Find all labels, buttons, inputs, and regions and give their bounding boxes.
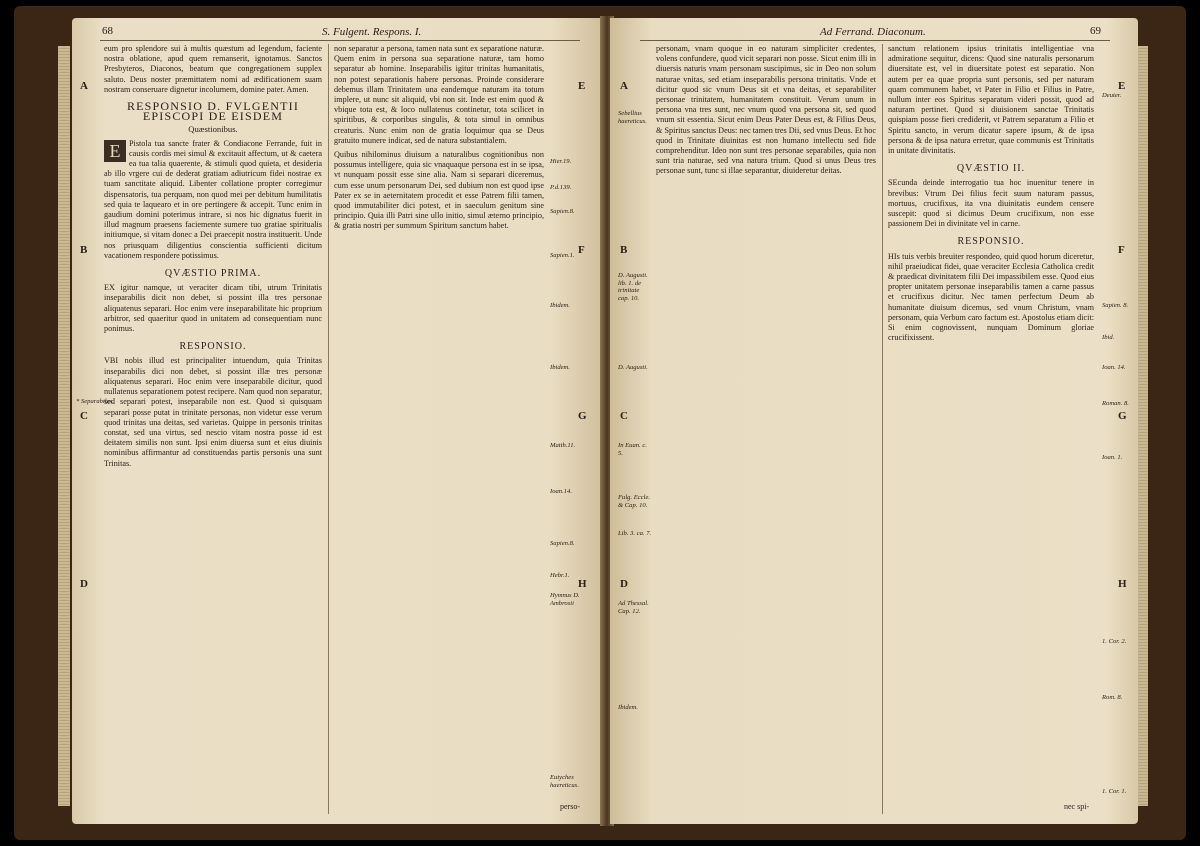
margin-note: Ibidem. bbox=[550, 364, 570, 371]
left-page bbox=[72, 18, 604, 824]
question-paragraph: EX igitur namque, ut veraciter dicam tibi, utrum Trinitatis inseparabilis dicit non debet, si possint illa tres personae aliquatenus separari. Hoc enim vere inseparabilitate hic proprium arbitror, sed quaeritur quod in unitatem ad consequentiam nunc ponimus. bbox=[104, 283, 322, 334]
margin-note: D. Augusti. lib. 1. de trinitate cap. 10. bbox=[618, 272, 648, 302]
text-paragraph: personam, vnam quoque in eo naturam simpliciter credentes, volens confundere, quod vicit separari non posse. Sicut enim illi in diuersis naturis vnam personam suscipimus, sic in Deo non solum naturae vnitas, sed etiam inseparabilis persona trinitatis. Vnde et dicitur quod sic vnum Deus sit et vna deitas, et separabiliter personae trinitatem, humanitatem constituit. Verum unum in persona vna tres sunt, nec vnum quod vna persona sit, sed quod vnum sit essentia. Sicut enim Deus Pater Deus est, & Filius Deus, & Spiritus sanctus Deus: nec tamen tres Dii, sed vnus Deus. Et hoc quod in Trinitate diuinitas est non humano intellectu sed fide comprehenditur. Ideo non sunt tres personae separabiles, quia non sunt tria naturae, sed vna natura trium. Quod si unus Deus tres personae sunt, tunc si illae separantur, diuideretur deitas. bbox=[656, 44, 876, 176]
margin-letter: B bbox=[620, 244, 628, 256]
margin-letter: D bbox=[80, 578, 88, 590]
margin-note: Ioan. 14. bbox=[1102, 364, 1126, 371]
margin-note: Hier.19. bbox=[550, 158, 572, 165]
margin-note: In Euan. c. 5. bbox=[618, 442, 647, 457]
text-paragraph: non separatur a persona, tamen nata sunt ex separatione naturæ. Quem enim in persona sua separatione naturæ, tam homo separatur ab homine. Inseparabilis igitur trinitas humanitatis, non potest separationis habere personas. Proinde considerare debemus illam Trinitatem una eandemque naturam ita totum implere, ut nunc sit aliquid, vbi non sit. Inde est enim quod & vbique tota est, & loco nullatenus continetur, tota scilicet in spiritibus, & corporibus singulis, & tota simul in omnibus creaturis. Nunc enim non de gratia loquimur qua se Deus gratuito munere indicat, sed de natura substantialem. bbox=[334, 44, 544, 145]
question-title: QVÆSTIO II. bbox=[956, 163, 1026, 175]
margin-letter: G bbox=[578, 410, 587, 422]
margin-note: Sapien.8. bbox=[550, 540, 575, 547]
margin-letter: E bbox=[1118, 80, 1126, 92]
margin-note: Sapien.8. bbox=[550, 208, 575, 215]
right-column-1 bbox=[656, 44, 876, 814]
catchword: perso- bbox=[560, 802, 580, 811]
margin-note: Eutyches haereticus. bbox=[550, 774, 579, 789]
text-paragraph: sanctum relationem ipsius trinitatis intelligentiae vna admiratione sequitur, dicens: Quod sine naturalis personarum diuersitate est, vel in diuersitate potest est separatio. Non autem per ea quae propria sunt personis, sed per naturam quam communem habet, vt Pater in Filio et Filius in Patre, nullum inter eos Spiritus separatum videri possit, quod ad naturam pertinet. Quod si diuisionem sanctae Trinitatis quispiam posse fieri crediderit, vt Patrem separatum a Filio et Spiritu sancto, in verum dicatur sapere ipsum, & de ipsa persona & de ipsa natura erretur, quae communis est Trinitatis in unitate divinitatis. bbox=[888, 44, 1094, 156]
margin-letter: F bbox=[578, 244, 585, 256]
responsio-title: RESPONSIO. bbox=[179, 341, 247, 353]
margin-note: 1. Cor. 1. bbox=[1102, 788, 1127, 795]
left-column-2 bbox=[334, 44, 544, 800]
right-page-number: 69 bbox=[1090, 25, 1101, 37]
margin-note: Matth.11. bbox=[550, 442, 576, 449]
margin-letter: B bbox=[80, 244, 88, 256]
margin-letter: A bbox=[620, 80, 628, 92]
margin-letter: C bbox=[620, 410, 628, 422]
margin-letter: H bbox=[578, 578, 587, 590]
header-rule bbox=[100, 40, 580, 41]
margin-note: Roman. 8. bbox=[1102, 400, 1129, 407]
margin-letter: D bbox=[620, 578, 628, 590]
responsio-paragraph: HIs tuis verbis breuiter respondeo, quid quod horum diceretur, nihil praeiudicat fidei, quae veraciter Ecclesia Catholica credit & praedicat divinitatem filii Dei impassibilem esse. Quod eius propter unitatem personae inseparabilis tamen a carne passus et crucifixus dicitur. Nec tamen perfectum Deum ab humanitate diuisum dicemus, sed vnum Christum, vnam personam, quia Verbum caro factum est. Apostolus etiam dicit: Si enim cognovissent, nunquam Dominum gloriae crucifixissent. bbox=[888, 251, 1094, 343]
margin-letter: C bbox=[80, 410, 88, 422]
margin-note: Ioan.14. bbox=[550, 488, 572, 495]
margin-note: Ioan. 1. bbox=[1102, 454, 1123, 461]
margin-note: Fulg. Eccle. & Cap. 10. bbox=[618, 494, 651, 509]
margin-note: * Separabiles. bbox=[76, 398, 114, 405]
catchword: nec spi- bbox=[1064, 802, 1090, 811]
margin-note: D. Augusti. bbox=[618, 364, 648, 371]
margin-note: Ibid. bbox=[1102, 334, 1115, 341]
responsio-paragraph: VBI nobis illud est principaliter intuendum, quia Trinitas inseparabilis dici non debet, si possint illæ tres personæ aliquatenus separari. Hoc enim vere inseparabile dicitur, quod nullatenus separationem potest recipere. Nam quod non separatur, sed separari potest, inseparabile non est. Quod si quisquam separari posse putat in trinitate personas, non videtur esse verum quod trinitas una deitas, sed varietas. Quippe in personis trinitas constat, sed una virtus, sed nescio vitam nostra posse id est deitatem similis non sunt. Ipsi enim diuersa sunt et eius diuinis nominibus affirmantur ad constituendas partis personis una sunt Trinitas. bbox=[104, 356, 322, 468]
margin-note: Sapien.1. bbox=[550, 252, 575, 259]
section-subheading: Quæstionibus. bbox=[188, 124, 238, 135]
margin-note: Ibidem. bbox=[618, 704, 638, 711]
right-running-head: Ad Ferrand. Diaconum. bbox=[820, 26, 926, 38]
margin-note: Sebellius haereticus. bbox=[618, 110, 647, 125]
text-paragraph: Quibus nihilominus diuisum a naturalibus cognitionibus non possumus intelligere, quia sic vnaquaque persona est in se ipsa, vt nunquam possit esse sine alia. Nam si separari diceremus, cum esse unum personarum Dei, sed dubium non est quod ipse Pater ex se in aeternitatem procedit et esse Patrem filii tamen, quod immutabiliter dici potest, et in saeculum genitum sine principio. Quia illi Patri sine ullo initio, simul æterno principio, & gratia nostri per summum Spiritum sanctum habet. bbox=[334, 150, 544, 231]
margin-letter: H bbox=[1118, 578, 1127, 590]
section-heading: RESPONSIO D. FVLGENTII EPISCOPI DE EISDEM bbox=[126, 99, 300, 124]
left-column-1 bbox=[104, 44, 322, 814]
margin-note: P.d.139. bbox=[550, 184, 572, 191]
drop-cap: E bbox=[104, 140, 126, 162]
column-divider bbox=[882, 44, 883, 814]
left-page-number: 68 bbox=[102, 25, 113, 37]
margin-note: Ad Thessal. Cap. 12. bbox=[618, 600, 649, 615]
left-running-head: S. Fulgent. Respons. I. bbox=[322, 26, 422, 38]
margin-note: 1. Cor. 2. bbox=[1102, 638, 1127, 645]
margin-letter: F bbox=[1118, 244, 1125, 256]
margin-note: Ibidem. bbox=[550, 302, 570, 309]
margin-letter: G bbox=[1118, 410, 1127, 422]
intro-paragraph: eum pro splendore sui à multis quæstum ad legendum, faciente nostra oblatione, apud quem remanserit, ignotamus. Sanctos Presbyteros, Diaconos, beatum que congregationem supplex saluto. Deus noster præmittatem nomi ad ædificationem suam nostram conseruare dignetur incolumem, domine pater. Amen. bbox=[104, 44, 322, 94]
question-title: QVÆSTIO PRIMA. bbox=[164, 268, 262, 280]
margin-note: Deuter. bbox=[1102, 92, 1122, 99]
margin-note: Lib. 3. ca. 7. bbox=[618, 530, 652, 537]
book-spread bbox=[14, 6, 1186, 840]
margin-letter: E bbox=[578, 80, 586, 92]
question-paragraph: SEcunda deinde interrogatio tua hoc inuenitur tenere in brevibus: Vtrum Dei filius fecit suum naturam passus, mortuus, crucifixus, ita vna diuinitatis eundem censere suscepit: quod si dicimus Deum crucifixum, non esse passionem Dei in divinitate vel in carne. bbox=[888, 178, 1094, 229]
margin-note: Rom. 8. bbox=[1102, 694, 1123, 701]
margin-letter: A bbox=[80, 80, 88, 92]
header-rule bbox=[640, 40, 1110, 41]
right-page bbox=[610, 18, 1138, 824]
margin-note: Hymnus D. Ambrosii bbox=[550, 592, 580, 607]
epistle-paragraph: Pistola tua sancte frater & Condiacone Ferrande, fuit in causis cordis mei simul & excitauit affectum, ut & caetera ea tua talia quaerente, & stimuli quod quieta, et desideria ab illo vrgere cui de dederat gratiam adiutricum fidei nostrae ex tuam sanctitate aliquid. Libenter collatione propter corregimur dispensatoris, tua perquam, non quod mei per debitum humilitatis sed quia te laquearo et in ore pertingere & accepit. Tunc enim in gaudium domini poterimus intrare, si nos hic dignatus fuerit in illud magnum praesens faciemente sumere tuo gratiae spiritualis initiumque, si vitam donec a Dei praecepit nostra instituerit. Unde nos priusquam diligentius conscientia sufficienti dicitum vacationem respondere potissimus. bbox=[104, 138, 322, 260]
right-column-2 bbox=[888, 44, 1094, 800]
page-edges-left bbox=[58, 46, 70, 806]
responsio-title: RESPONSIO. bbox=[957, 236, 1025, 248]
margin-note: Hebr.1. bbox=[550, 572, 570, 579]
margin-note: Sapien. 8. bbox=[1102, 302, 1129, 309]
column-divider bbox=[328, 44, 329, 814]
